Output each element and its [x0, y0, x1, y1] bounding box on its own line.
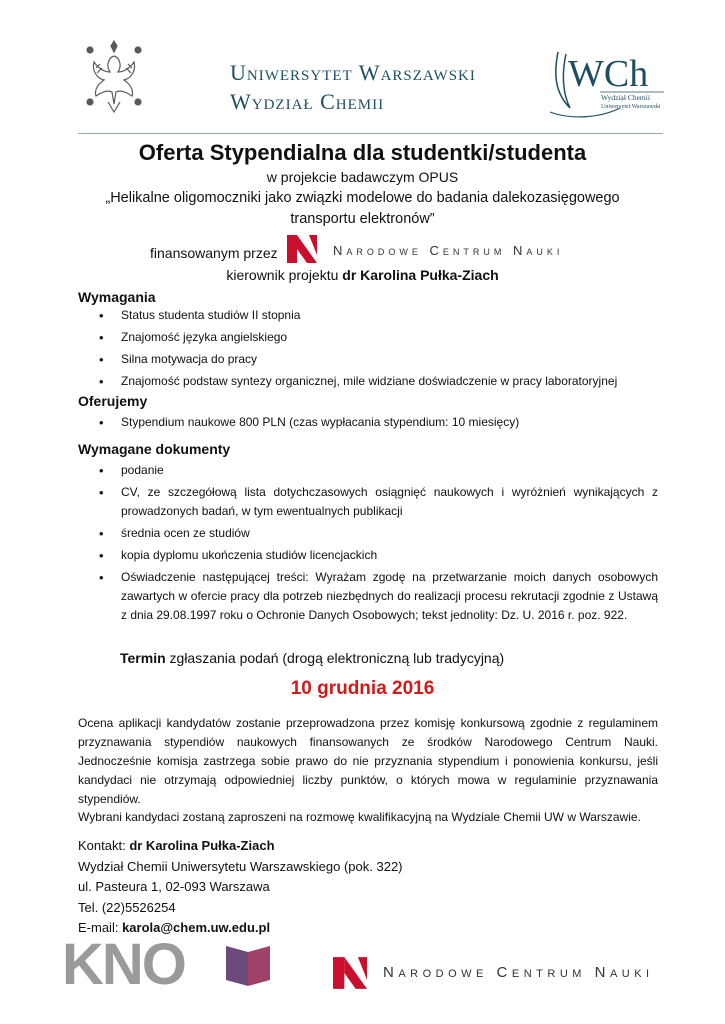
offer-list	[78, 413, 658, 435]
project-manager: kierownik projektu dr Karolina Pułka-Ziach	[226, 267, 499, 283]
subtitle: w projekcie badawczym OPUS	[266, 169, 459, 185]
contact-street: ul. Pasteura 1, 02-093 Warszawa	[78, 879, 270, 894]
kno-logo	[62, 938, 272, 988]
university-eagle-emblem-icon	[78, 38, 150, 118]
list-item: • kopia dyplomu ukończenia studiów licencjackich	[78, 546, 658, 565]
contact-name: dr Karolina Pułka-Ziach	[129, 838, 275, 853]
contact-email: karola@chem.uw.edu.pl	[122, 920, 271, 935]
documents-heading: Wymagane dokumenty	[78, 441, 231, 457]
list-item: • średnia ocen ze studiów	[78, 524, 658, 543]
list-item: • Znajomość podstaw syntezy organicznej, mile widziane doświadczenie w pracy laboratoryjnej	[78, 372, 658, 391]
requirements-list	[78, 306, 658, 394]
svg-text:Uniwersytet Warszawski: Uniwersytet Warszawski	[601, 104, 661, 110]
wch-faculty-logo	[540, 42, 670, 120]
ncn-logo-icon	[333, 957, 367, 989]
list-item: • Silna motywacja do pracy	[78, 350, 658, 369]
deadline-text: Termin zgłaszania podań (drogą elektroniczną lub tradycyjną)	[120, 650, 505, 666]
requirements-heading: Wymagania	[78, 289, 156, 305]
contact-address: Wydział Chemii Uniwersytetu Warszawskiego (pok. 322)	[78, 858, 403, 874]
evaluation-paragraph: Ocena aplikacji kandydatów zostanie przeprowadzona przez komisję konkursową zgodnie z regulaminem przyznawania stypendiów naukowych finansowanych ze środków Narodowego Centrum Nauki. Jednocześnie komisja zastrzega sobie prawo do nie przyznania stypendium i ponowienia konkursu, jeśli kandydaci nie otrzymają odpowiedniej liczby punktów, o których mowa w regulaminie przyznawania stypendiów.	[78, 716, 658, 806]
svg-text:KNO: KNO	[62, 938, 185, 988]
ncn-footer-name: Narodowe Centrum Nauki	[383, 964, 654, 981]
svg-text:Wydział Chemii: Wydział Chemii	[601, 93, 650, 102]
offer-heading: Oferujemy	[78, 393, 148, 409]
faculty-name: Wydział Chemii	[230, 89, 385, 114]
documents-list	[78, 461, 658, 628]
ncn-logo-icon	[287, 235, 317, 263]
list-item: • CV, ze szczegółową lista dotychczasowych osiągnięć naukowych i wyróżnień wynikających z prowadzonych badań, w tym ewentualnych publikacji	[78, 483, 658, 521]
list-item: • podanie	[78, 461, 658, 480]
list-item: • Stypendium naukowe 800 PLN (czas wypłacania stypendium: 10 miesięcy)	[78, 413, 658, 432]
list-item: • Znajomość języka angielskiego	[78, 328, 658, 347]
list-item: • Oświadczenie następującej treści: Wyrażam zgodę na przetwarzanie moich danych osobowych zawartych w ofercie pracy dla potrzeb niezbędnych do realizacji procesu rekrutacji zgodnie z Ustawą z dnia 29.08.1997 roku o Ochronie Danych Osobowych; tekst jednolity: Dz. U. 2016 r. poz. 922.	[78, 568, 658, 625]
ncn-name: Narodowe Centrum Nauki	[333, 243, 564, 258]
funded-by-label: finansowanym przez	[150, 245, 278, 261]
contact-phone: Tel. (22)5526254	[78, 899, 176, 915]
contact-block: Kontakt: dr Karolina Pułka-Ziach Wydział Chemii Uniwersytetu Warszawskiego (pok. 322) ul. Pasteura 1, 02-093 Warszawa Tel. (22)5526254 E-mail: karola@chem.uw.edu.pl	[78, 838, 403, 935]
invitation-paragraph: Wybrani kandydaci zostaną zaproszeni na rozmowę kwalifikacyjną na Wydziale Chemii UW w Warszawie.	[78, 810, 641, 824]
project-title: „Helikalne oligomoczniki jako związki modelowe do badania dalekozasięgowego transportu elektronów”	[105, 190, 620, 227]
wch-logo-text: WCh	[568, 53, 649, 95]
deadline-date: 10 grudnia 2016	[290, 678, 435, 699]
page-title: Oferta Stypendialna dla studentki/studenta	[138, 140, 587, 165]
list-item: • Status studenta studiów II stopnia	[78, 306, 658, 325]
university-name: Uniwersytet Warszawski	[230, 60, 476, 85]
header-divider	[78, 133, 663, 134]
